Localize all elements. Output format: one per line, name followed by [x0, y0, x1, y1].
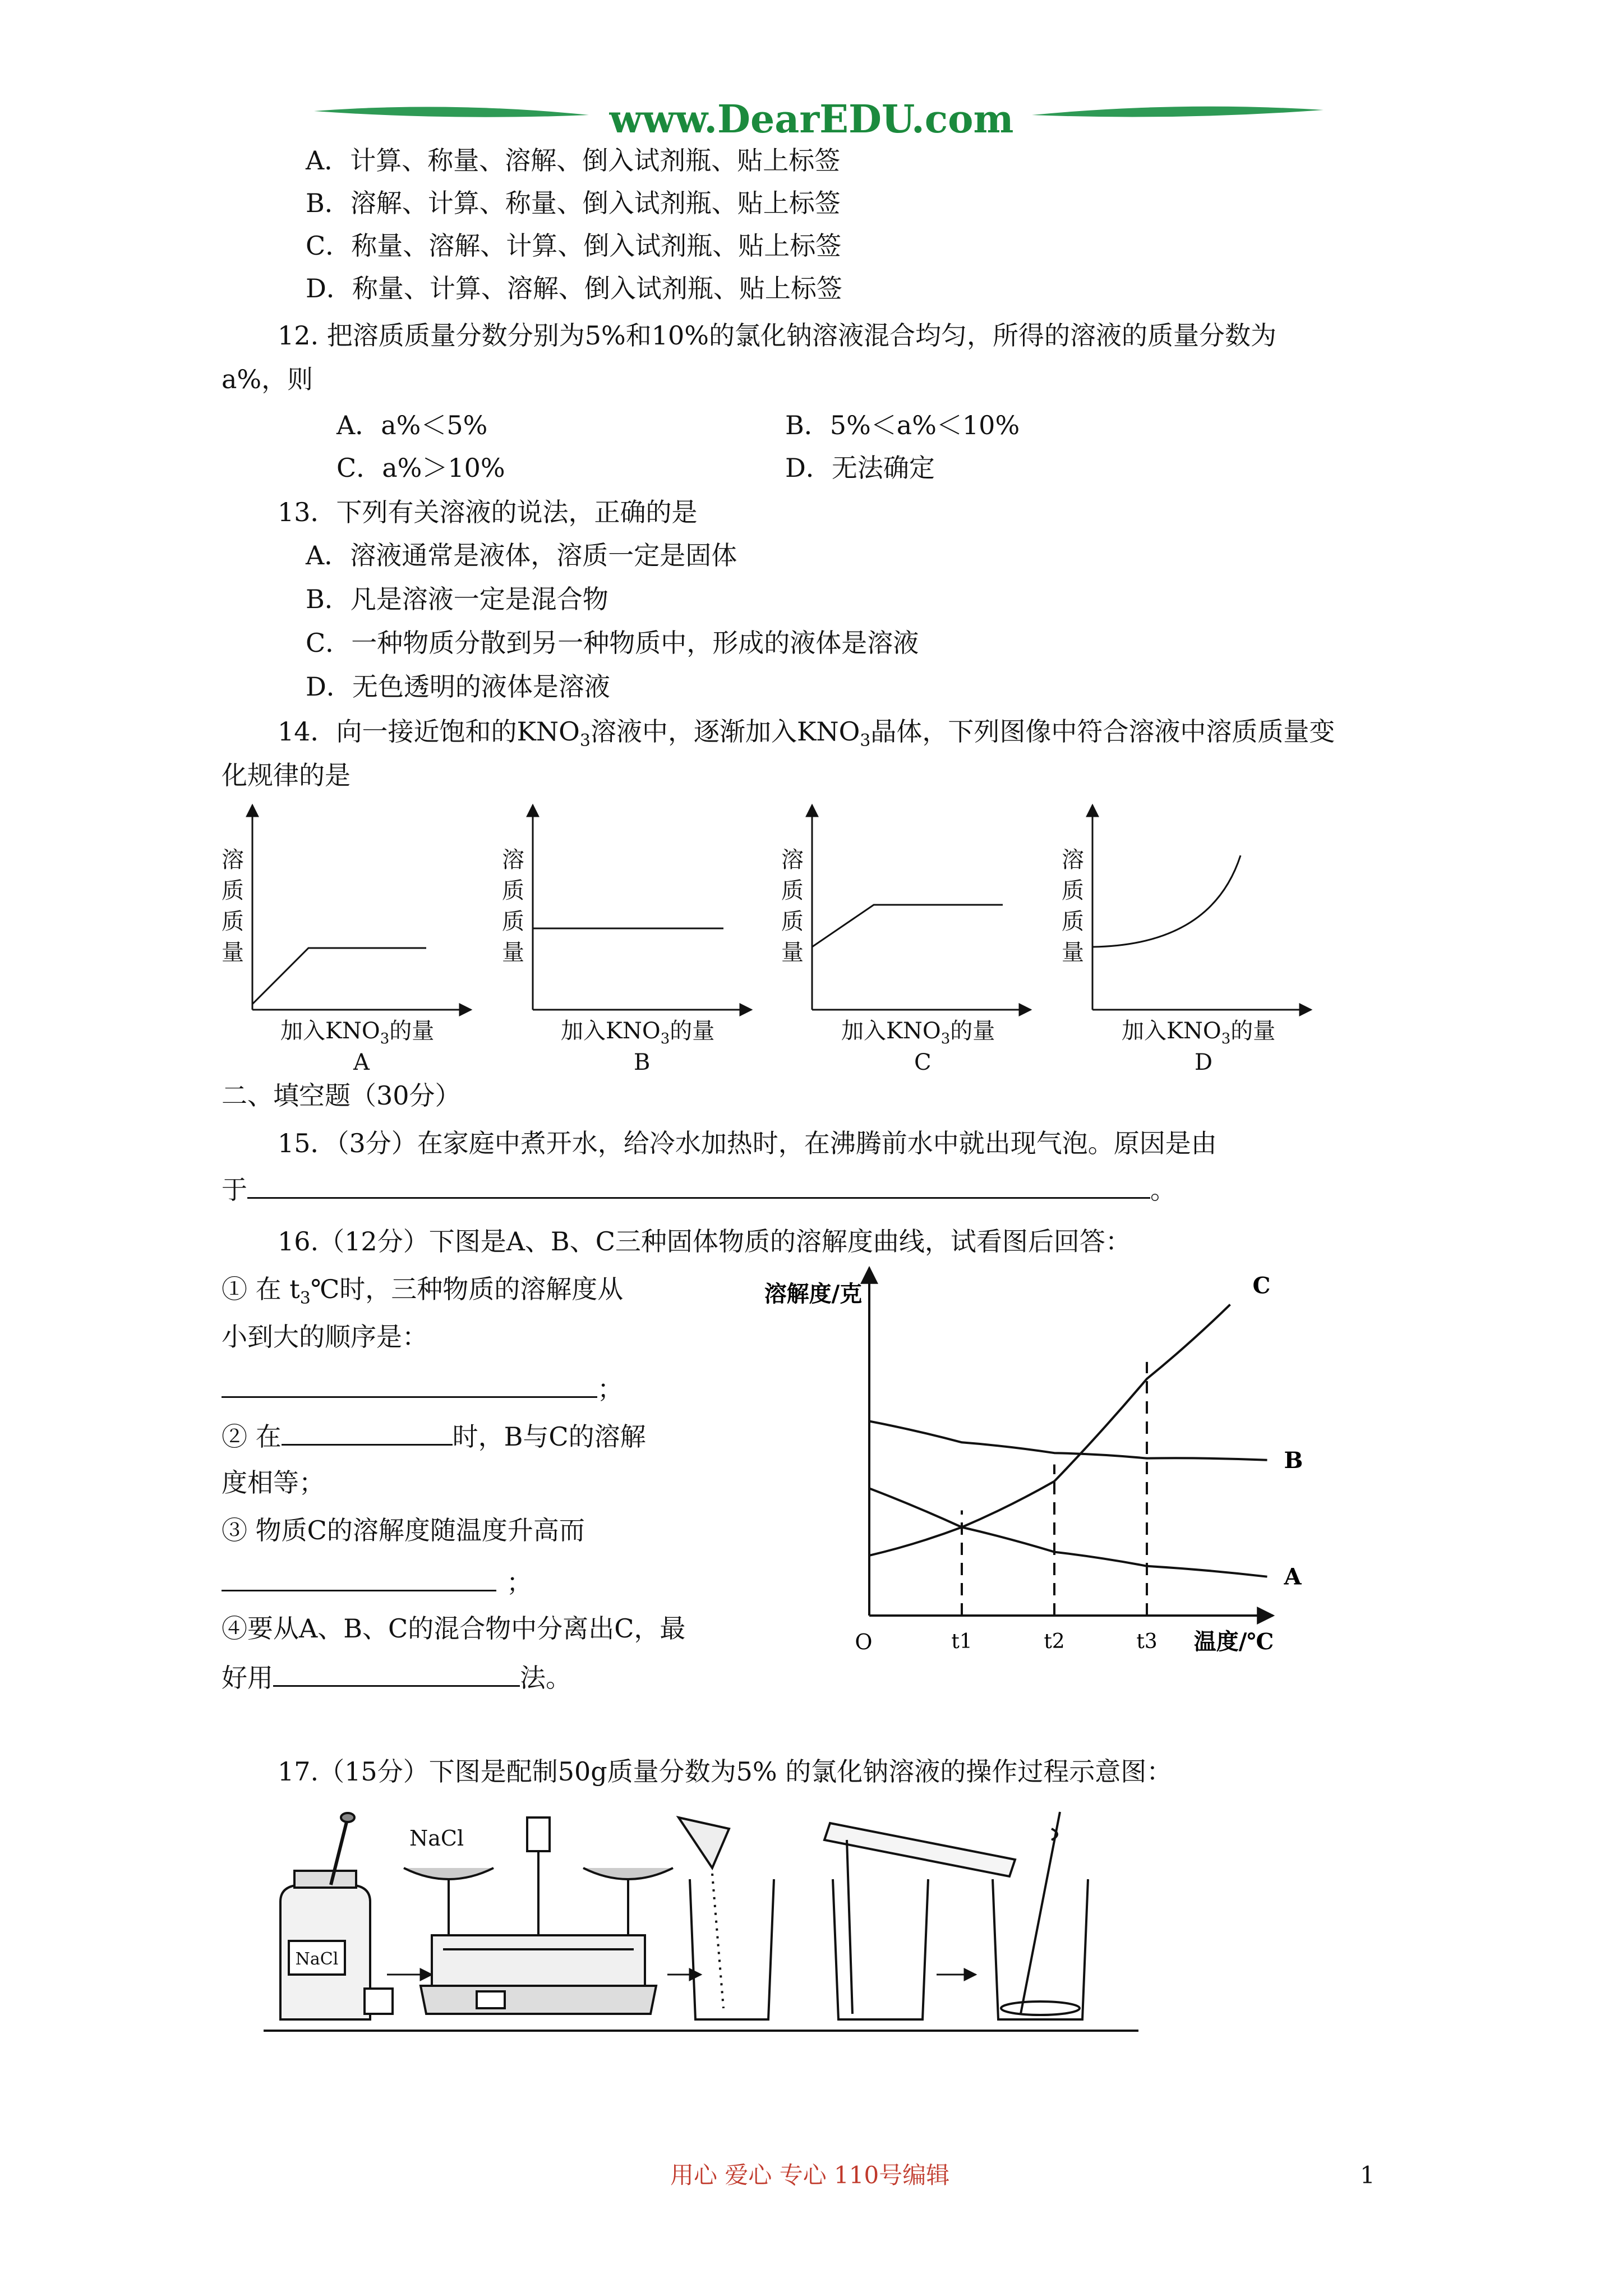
header-swoosh-right: [1032, 107, 1324, 117]
q16-part1-answer: ；: [222, 1372, 623, 1405]
curve-a: [869, 1488, 1267, 1577]
curve-c: [869, 1305, 1230, 1556]
beaker-1: [679, 1818, 774, 2019]
graph-a-curve: [252, 948, 426, 1004]
graph-c-letter: C: [914, 1050, 932, 1075]
header-banner: [0, 0, 1623, 168]
graph-y-label-char: 溶: [781, 847, 804, 873]
nacl-jar: [280, 1813, 370, 2019]
graph-y-label-char: 溶: [502, 847, 524, 873]
section-title: 二、填空题（30分）: [222, 1080, 461, 1111]
graph-y-label-char: 质: [502, 878, 524, 904]
header-site: www.DearEDU.com: [609, 97, 1014, 142]
sol-x-label: 温度/℃: [1193, 1628, 1274, 1655]
q16-part3: ③ 物质C的溶解度随温度升高而: [222, 1515, 585, 1545]
q14-stem: 14．向一接近饱和的$KNO_3$溶液中，逐渐加入$KNO_3$晶体，下列图像中符合溶液中溶质质量变: [278, 716, 1335, 751]
q11-option-b: B．溶解、计算、称量、倒入试剂瓶、贴上标签: [306, 188, 841, 218]
q16-part4-line2: 好用 法。: [222, 1660, 571, 1694]
graph-y-label-char: 量: [1062, 940, 1084, 965]
graph-y-label-char: 质: [502, 909, 524, 935]
q12-option-b: B．5%＜a%＜10%: [785, 410, 1020, 440]
graph-y-label-char: 量: [781, 940, 804, 965]
curve-label-a: A: [1284, 1563, 1302, 1590]
q11-option-d: D．称量、计算、溶解、倒入试剂瓶、贴上标签: [306, 273, 842, 303]
q13-option-b: B．凡是溶液一定是混合物: [306, 584, 608, 614]
q16-trend-blank[interactable]: [222, 1565, 496, 1591]
q14-graph-d: [1092, 805, 1311, 1010]
q16-part2-line2: 度相等；: [222, 1467, 325, 1498]
footer-text: 用心 爱心 专心 110号编辑: [670, 2161, 950, 2189]
graph-y-label-char: 量: [502, 940, 524, 965]
q16-part1: ① 在 $t_3℃$时，三种物质的溶解度从: [222, 1274, 624, 1309]
curve-label-b: B: [1284, 1447, 1303, 1474]
balance: [404, 1818, 673, 2014]
graph-b-letter: B: [634, 1050, 651, 1075]
q15-answer-blank[interactable]: [247, 1172, 1150, 1199]
balance-nacl-label: NaCl: [409, 1826, 464, 1851]
q17-apparatus: [264, 1806, 1284, 2042]
q16-part3-answer: ；: [222, 1565, 532, 1598]
graph-y-label-char: 质: [1062, 909, 1084, 935]
q16-stem: 16.（12分）下图是A、B、C三种固体物质的溶解度曲线，试看图后回答：: [278, 1226, 1131, 1257]
q13-option-c: C．一种物质分散到另一种物质中，形成的液体是溶液: [306, 628, 919, 658]
q16-method-blank[interactable]: [273, 1660, 520, 1687]
curve-label-c: C: [1252, 1272, 1271, 1299]
beaker-2: [824, 1823, 1015, 2019]
curve-b: [869, 1421, 1267, 1460]
q11-option-a: A．计算、称量、溶解、倒入试剂瓶、贴上标签: [306, 145, 841, 176]
sol-origin: O: [855, 1630, 873, 1654]
q14-graph-a: [252, 805, 471, 1010]
graph-a-x-label: 加入$KNO_3$的量: [280, 1018, 435, 1047]
jar-label: NaCl: [295, 1949, 339, 1969]
q17-stem: 17.（15分）下图是配制50g质量分数为5% 的氯化钠溶液的操作过程示意图：: [278, 1756, 1173, 1787]
q14-graph-b: [533, 805, 751, 1010]
q12-stem: 12. 把溶质质量分数分别为5%和10%的氯化钠溶液混合均匀，所得的溶液的质量分数为: [278, 320, 1276, 351]
graph-a-letter: A: [353, 1050, 370, 1075]
q13-option-a: A．溶液通常是液体，溶质一定是固体: [306, 540, 737, 570]
q14-graph-c: [812, 805, 1031, 1010]
graph-y-label-char: 量: [222, 940, 244, 965]
q12-option-c: C．a%＞10%: [336, 453, 505, 483]
graph-y-label-char: 质: [781, 909, 804, 935]
beaker-3: [993, 1812, 1088, 2019]
q16-part4: ④要从A、B、C的混合物中分离出C，最: [222, 1613, 686, 1644]
x-tick-t2: t2: [1044, 1630, 1065, 1653]
graph-d-x-label: 加入$KNO_3$的量: [1122, 1018, 1276, 1047]
q12-option-a: A．a%＜5%: [336, 410, 488, 440]
graph-c-curve: [812, 905, 1003, 947]
q13-stem: 13．下列有关溶液的说法，正确的是: [278, 497, 698, 527]
graph-y-label-char: 质: [1062, 878, 1084, 904]
sol-y-label: 溶解度/克: [764, 1281, 863, 1307]
q16-part1-line2: 小到大的顺序是：: [222, 1322, 428, 1352]
q15-line2: 于 。: [222, 1172, 1176, 1205]
q16-part2: ② 在 时，B与C的溶解: [222, 1419, 646, 1452]
q15-stem: 15．（3分）在家庭中煮开水，给冷水加热时，在沸腾前水中就出现气泡。原因是由: [278, 1128, 1217, 1158]
q11-option-c: C．称量、溶解、计算、倒入试剂瓶、贴上标签: [306, 231, 842, 261]
x-tick-t3: t3: [1136, 1630, 1158, 1653]
graph-d-letter: D: [1195, 1050, 1213, 1075]
x-tick-t1: t1: [951, 1630, 972, 1653]
q16-order-blank[interactable]: [222, 1372, 597, 1398]
graph-b-x-label: 加入$KNO_3$的量: [561, 1018, 715, 1047]
q12-option-d: D．无法确定: [785, 453, 935, 483]
graph-y-label-char: 溶: [222, 847, 244, 873]
graph-y-label-char: 质: [222, 909, 244, 935]
q13-option-d: D．无色透明的液体是溶液: [306, 671, 610, 702]
graph-c-x-label: 加入$KNO_3$的量: [841, 1018, 995, 1047]
page-number: 1: [1360, 2161, 1375, 2189]
solubility-chart: [723, 1257, 1303, 1660]
graph-y-label-char: 质: [781, 878, 804, 904]
header-swoosh-left: [314, 107, 589, 117]
graph-y-label-char: 溶: [1062, 847, 1084, 873]
q12-stem-2: a%，则: [222, 364, 313, 394]
weight-block: [365, 1989, 393, 2014]
q16-temp-blank[interactable]: [282, 1419, 453, 1446]
graph-y-label-char: 质: [222, 878, 244, 904]
graph-d-curve: [1092, 855, 1241, 947]
q14-stem-2: 化规律的是: [222, 760, 351, 790]
